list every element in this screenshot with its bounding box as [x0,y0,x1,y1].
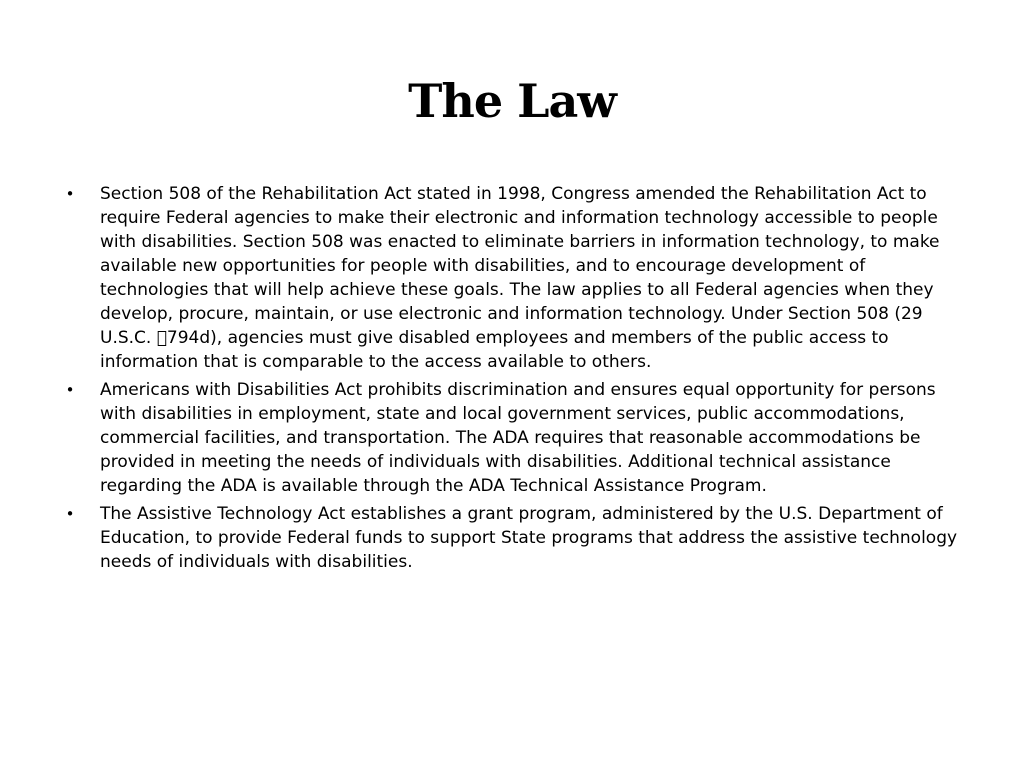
bullet-item-ada [60,378,970,498]
bullet-item-assistive-technology-act [60,502,970,574]
bullet-icon: • [65,381,75,399]
bullet-icon: • [65,505,75,523]
slide-title: The Law [408,74,616,128]
bullet-text: Section 508 of the Rehabilitation Act stated in 1998, Congress amended the Rehabilitation Act to require Federal agencies to make their electronic and information technology accessible to people with disabilities. Section 508 was enacted to eliminate barriers in information technology, to make available new opportunities for people with disabilities, and to encourage development of technologies that will help achieve these goals. The law applies to all Federal agencies when they develop, procure, maintain, or use electronic and information technology. Under Section 508 (29 U.S.C.  794d), agencies must give disabled employees and members of the public access to information that is comparable to the access available to others. [100,184,940,372]
bullet-text: Americans with Disabilities Act prohibits discrimination and ensures equal opportunity for persons with disabilities in employment, state and local government services, public accommodations, commercial facilities, and transportation. The ADA requires that reasonable accommodations be provided in meeting the needs of individuals with disabilities. Additional technical assistance regarding the ADA is available through the ADA Technical Assistance Program. [100,380,936,496]
bullet-item-section-508 [60,182,970,374]
bullet-list [60,182,970,578]
bullet-text: The Assistive Technology Act establishes a grant program, administered by the U.S. Department of Education, to provide Federal funds to support State programs that address the assistive technology needs of individuals with disabilities. [100,504,958,572]
bullet-icon: • [65,185,75,203]
